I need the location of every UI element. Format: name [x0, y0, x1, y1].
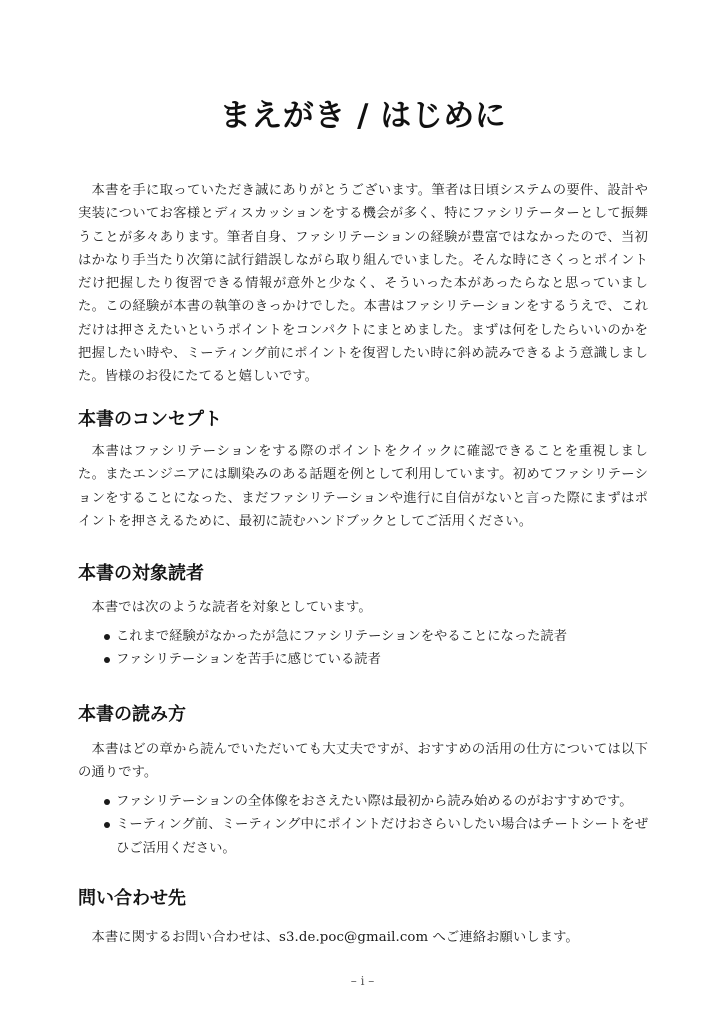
section-heading-concept: 本書のコンセプト — [78, 409, 222, 430]
list-item: これまで経験がなかったが急にファシリテーションをやることになった読者 — [78, 625, 648, 648]
audience-paragraph: 本書では次のような読者を対象としています。 — [91, 600, 372, 615]
list-item: ファシリテーションの全体像をおさえたい際は最初から読み始めるのがおすすめです。 — [78, 790, 648, 813]
bullet-icon — [104, 657, 110, 663]
how-to-read-list — [78, 790, 648, 860]
contact-paragraph: 本書に関するお問い合わせは、s3.de.poc@gmail.com へご連絡お願いします。 — [91, 930, 579, 945]
list-item: ミーティング前、ミーティング中にポイントだけおさらいしたい場合はチートシートをぜひご活用ください。 — [78, 813, 648, 860]
bullet-icon — [104, 634, 110, 640]
concept-paragraph: 本書はファシリテーションをする際のポイントをクイックに確認できることを重視しました。またエンジニアには馴染みのある話題を例として利用しています。初めてファシリテーションをすることになった、まだファシリテーションや進行に自信がないと言った際にまずはポイントを押さえるために、最初に読むハンドブックとしてご活用ください。 — [78, 444, 648, 529]
section-heading-contact: 問い合わせ先 — [78, 888, 186, 909]
intro-paragraph: 本書を手に取っていただき誠にありがとうございます。筆者は日頃システムの要件、設計や実装についてお客様とディスカッションをする機会が多く、特にファシリテーターとして振舞うことが多々あります。筆者自身、ファシリテーションの経験が豊富ではなかったので、当初はかなり手当たり次第に試行錯誤しながら取り組んでいました。そんな時にさくっとポイントだけ把握したり復習できる情報が意外と少なく、そういった本があったらなと思っていました。この経験が本書の執筆のきっかけでした。本書はファシリテーションをするうえで、これだけは押さえたいというポイントをコンパクトにまとめました。まずは何をしたらいいのかを把握したい時や、ミーティング前にポイントを復習したい時に斜め読みできるよう意識しました。皆様のお役にたてると嬉しいです。 — [78, 183, 648, 385]
section-heading-how-to-read: 本書の読み方 — [78, 704, 186, 725]
list-item: ファシリテーションを苦手に感じている読者 — [78, 648, 648, 671]
section-heading-audience: 本書の対象読者 — [78, 563, 204, 584]
page-number: – i – — [350, 974, 375, 988]
audience-list — [78, 625, 648, 672]
bullet-icon — [104, 822, 110, 828]
how-to-read-paragraph: 本書はどの章から読んでいただいても大丈夫ですが、おすすめの活用の仕方については以下の通りです。 — [78, 742, 648, 781]
bullet-icon — [104, 799, 110, 805]
page-title: まえがき / はじめに — [219, 98, 507, 134]
